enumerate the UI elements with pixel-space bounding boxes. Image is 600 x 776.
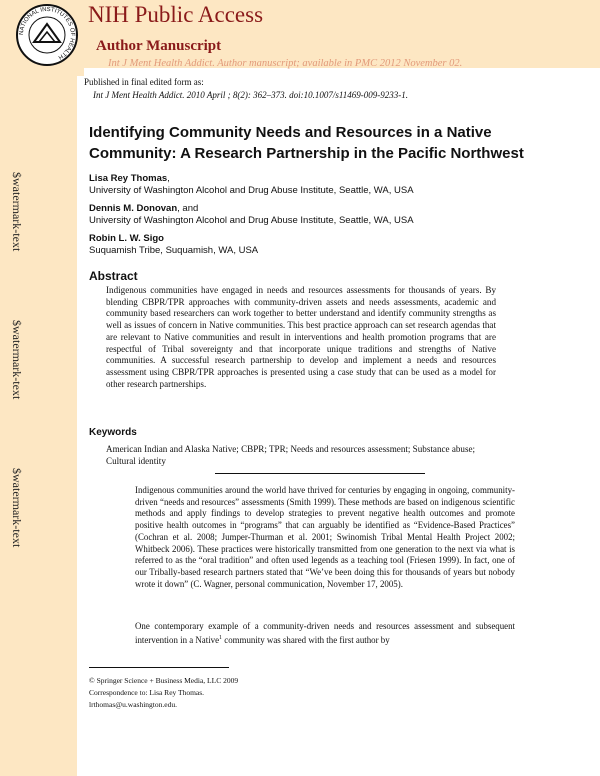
author-block: Lisa Rey Thomas, University of Washington Alcohol and Drug Abuse Institute, Seattle, WA, USA bbox=[89, 173, 414, 196]
footnotes bbox=[89, 675, 238, 711]
header-divider bbox=[84, 68, 600, 76]
abstract-text: Indigenous communities have engaged in needs and resources assessments for thousands of years. By blending CBPR/TPR approaches with community-driven assets and needs assessments, academic and community based researchers can work together to better understand and identify community strengths as well as issues of concern in Native communities. This best practice approach can set research agendas that are relevant to Native communities and result in interventions and health promotion programs that are respectful of Tribal sovereignty and that incorporate unique traditions and strengths of Native communities. A successful research partnership to develop and implement a needs and resources assessment using CBPR/TPR approaches is presented using a case study that can be used as a model for other research partnerships. bbox=[106, 285, 496, 389]
author-affiliation: Suquamish Tribe, Suquamish, WA, USA bbox=[89, 245, 259, 256]
published-citation: Int J Ment Health Addict. 2010 April ; 8(2): 362–373. doi:10.1007/s11469-009-9233-1. bbox=[93, 90, 408, 100]
body-paragraph: One contemporary example of a community-driven needs and resources assessment and subsequent intervention in a Native$^1$ community was shared with the first author by bbox=[135, 621, 515, 645]
published-label: Published in final edited form as: bbox=[84, 77, 204, 87]
copyright-note: © Springer Science + Business Media, LLC 2009 bbox=[89, 676, 239, 685]
author-affiliation: University of Washington Alcohol and Drug Abuse Institute, Seattle, WA, USA bbox=[89, 215, 414, 226]
article-title: Identifying Community Needs and Resources in a Native Community: A Research Partnership in the Pacific Northwest bbox=[89, 124, 524, 162]
watermark-text: $watermark-text bbox=[10, 172, 24, 252]
published-info bbox=[84, 76, 408, 102]
keywords-heading: Keywords bbox=[89, 427, 137, 438]
abstract-heading: Abstract bbox=[89, 269, 138, 283]
body-paragraph: Indigenous communities around the world have thrived for centuries by engaging in ongoing, community-driven “needs and resources” assessments (Smith 1999). These methods are based on indigenous scientific methods and apply findings to develop strategies to prevent negative health outcomes and promote positive health outcomes in “programs” that can arguably be identified as “Evidence-Based Practices” (Cochran et al. 2008; Jumper-Thurman et al. 2001; Swinomish Tribal Mental Health Project 2002; Whitbeck 2006). These practices were historically transmitted from one generation to the next via what is referred to as the “oral tradition” and often used legends as a teaching tool (Friesen 1999). In fact, one of our Tribally-based research partners stated that “We’ve been doing this for thousands of years but nobody wrote it down” (C. Wagner, personal communication, November 17, 2005). bbox=[135, 485, 515, 589]
author-name: Robin L. W. Sigo bbox=[89, 233, 164, 244]
author-block: Dennis M. Donovan, and University of Washington Alcohol and Drug Abuse Institute, Seattle, WA, USA bbox=[89, 203, 414, 226]
author-manuscript-label: Author Manuscript bbox=[96, 38, 222, 54]
watermark-text: $watermark-text bbox=[10, 320, 24, 400]
section-rule bbox=[215, 473, 425, 474]
author-affiliation: University of Washington Alcohol and Drug Abuse Institute, Seattle, WA, USA bbox=[89, 185, 414, 196]
author-block bbox=[89, 233, 258, 257]
manuscript-note: Int J Ment Health Addict. Author manuscript; available in PMC 2012 November 02. bbox=[108, 58, 463, 69]
nih-title: NIH Public Access bbox=[88, 2, 264, 27]
svg-text:NATIONAL INSTITUTES OF HEALTH: NATIONAL INSTITUTES OF HEALTH bbox=[18, 6, 76, 60]
author-name: Dennis M. Donovan bbox=[89, 203, 178, 214]
email-link[interactable]: lrthomas@u.washington.edu. bbox=[89, 700, 177, 709]
footnote-rule bbox=[89, 667, 229, 668]
keywords-text: American Indian and Alaska Native; CBPR; TPR; Needs and resources assessment; Substance abuse; Cultural identity bbox=[106, 444, 476, 466]
correspondence-note: Correspondence to: Lisa Rey Thomas. bbox=[89, 688, 205, 697]
nih-logo-icon bbox=[14, 2, 80, 68]
watermark-text: $watermark-text bbox=[10, 468, 24, 548]
footnote-marker[interactable]: 1 bbox=[219, 634, 223, 641]
author-name: Lisa Rey Thomas bbox=[89, 173, 168, 184]
